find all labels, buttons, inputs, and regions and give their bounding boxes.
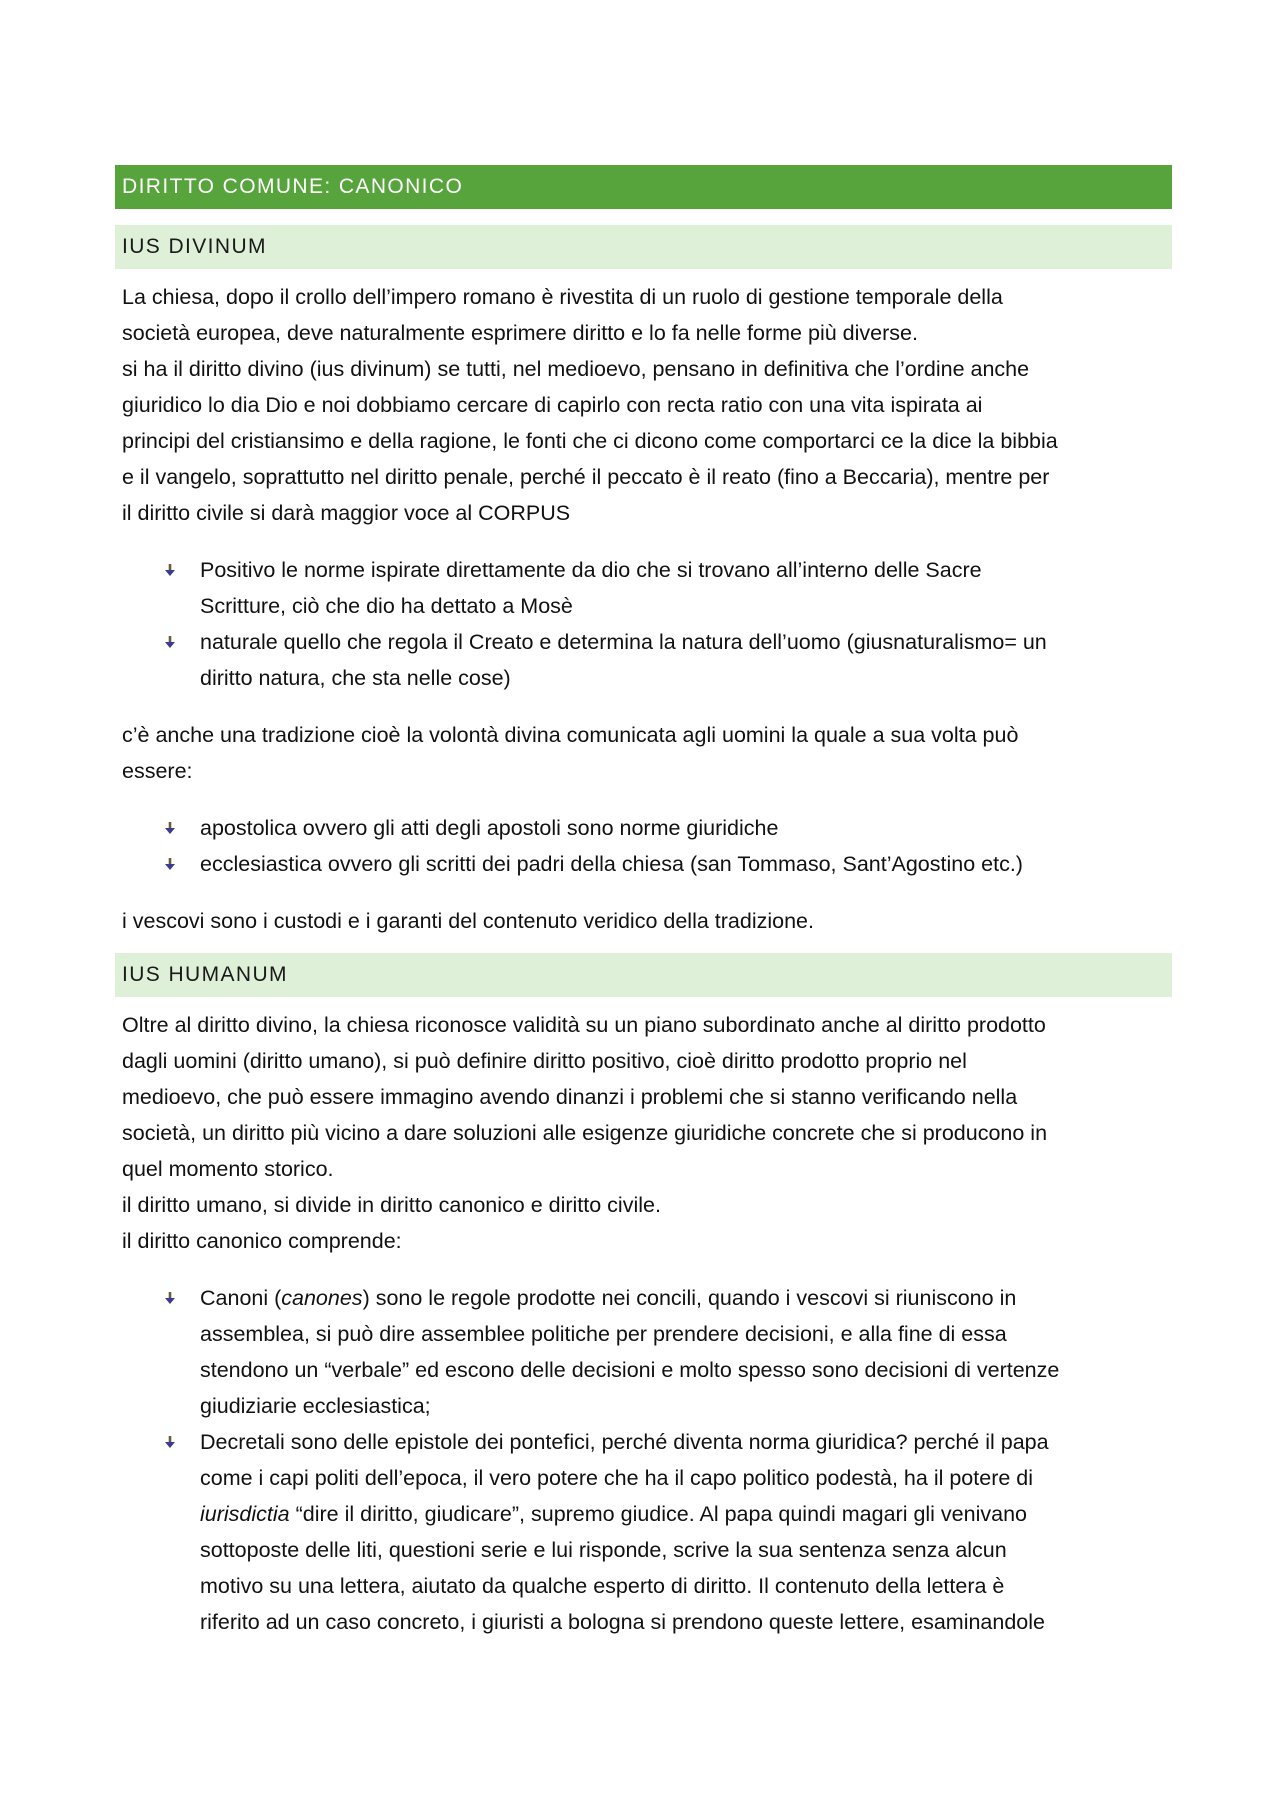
section-heading-humanum: IUS HUMANUM: [115, 953, 1172, 997]
bullet-list-diritto-divino: [115, 552, 1172, 696]
list-item: ecclesiastica ovvero gli scritti dei padri della chiesa (san Tommaso, Sant’Agostino etc.): [200, 846, 1172, 882]
list-item: naturale quello che regola il Creato e determina la natura dell’uomo (giusnaturalismo= un diritto natura, che sta nelle cose): [200, 624, 1172, 696]
arrow-bullet-icon: [163, 857, 177, 871]
arrow-bullet-icon: [163, 1435, 177, 1449]
arrow-bullet-icon: [163, 1291, 177, 1305]
list-item: apostolica ovvero gli atti degli apostoli sono norme giuridiche: [200, 810, 1172, 846]
bullet-list-diritto-canonico: [115, 1280, 1172, 1640]
paragraph-divinum-intro: La chiesa, dopo il crollo dell’impero romano è rivestita di un ruolo di gestione temporale della società europea, deve naturalmente esprimere diritto e lo fa nelle forme più diverse. si ha il diritto divino (ius divinum) se tutti, nel medioevo, pensano in definitiva che l’ordine anche giuridico lo dia Dio e noi dobbiamo cercare di capirlo con recta ratio con una vita ispirata ai principi del cristiansimo e della ragione, le fonti che ci dicono come comportarci ce la dice la bibbia e il vangelo, soprattutto nel diritto penale, perché il peccato è il reato (fino a Beccaria), mentre per il diritto civile si darà maggior voce al CORPUS: [122, 285, 1058, 525]
bullet-list-tradizione: [115, 810, 1172, 882]
list-item: Positivo le norme ispirate direttamente da dio che si trovano all’interno delle Sacre Scritture, ciò che dio ha dettato a Mosè: [200, 552, 1172, 624]
document-content: [115, 165, 1172, 1640]
main-heading: DIRITTO COMUNE: CANONICO: [115, 165, 1172, 209]
paragraph-humanum-intro: Oltre al diritto divino, la chiesa riconosce validità su un piano subordinato anche al diritto prodotto dagli uomini (diritto umano), si può definire diritto positivo, cioè diritto prodotto proprio nel medioevo, che può essere immagino avendo dinanzi i problemi che si stanno verificando nella società, un diritto più vicino a dare soluzioni alle esigenze giuridiche concrete che si producono in quel momento storico. il diritto umano, si divide in diritto canonico e diritto civile. il diritto canonico comprende:: [122, 1013, 1048, 1253]
list-item-canoni: Canoni (canones) sono le regole prodotte nei concili, quando i vescovi si riuniscono in assemblea, si può dire assemblee politiche per prendere decisioni, e alla fine di essa stendono un “verbale” ed escono delle decisioni e molto spesso sono decisioni di vertenze giudiziarie ecclesiastica;: [200, 1280, 1172, 1424]
arrow-bullet-icon: [163, 563, 177, 577]
paragraph-tradizione: c’è anche una tradizione cioè la volontà divina comunicata agli uomini la quale a sua volta può essere:: [122, 723, 1019, 783]
arrow-bullet-icon: [163, 635, 177, 649]
arrow-bullet-icon: [163, 821, 177, 835]
section-heading-divinum: IUS DIVINUM: [115, 225, 1172, 269]
paragraph-vescovi: i vescovi sono i custodi e i garanti del contenuto veridico della tradizione.: [122, 909, 814, 933]
list-item-decretali: Decretali sono delle epistole dei pontefici, perché diventa norma giuridica? perché il papa come i capi politi dell’epoca, il vero potere che ha il capo politico podestà, ha il potere di iurisdictia “dire il diritto, giudicare”, supremo giudice. Al papa quindi magari gli venivano sottoposte delle liti, questioni serie e lui risponde, scrive la sua sentenza senza alcun motivo su una lettera, aiutato da qualche esperto di diritto. Il contenuto della lettera è riferito ad un caso concreto, i giuristi a bologna si prendono queste lettere, esaminandole: [200, 1424, 1172, 1640]
